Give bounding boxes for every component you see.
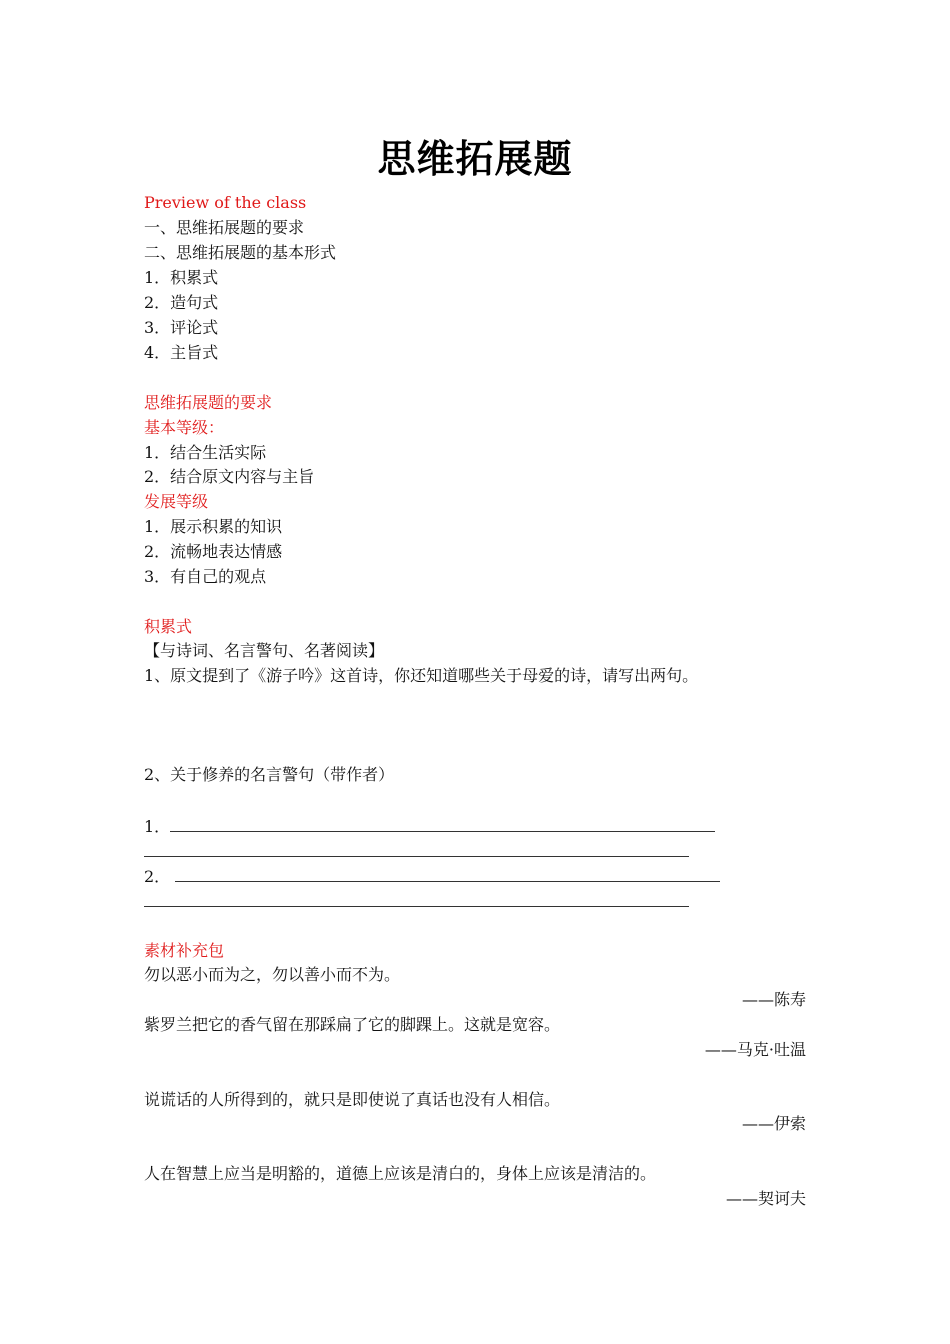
basic-level-heading: 基本等级：	[144, 418, 225, 437]
quote-text: 说谎话的人所得到的，就只是即使说了真话也没有人相信。	[144, 1090, 561, 1109]
preview-item: 3．评论式	[144, 318, 219, 337]
preview-item: 2．造句式	[144, 293, 219, 312]
answer-blank-1[interactable]	[144, 817, 715, 837]
answer-blank-2[interactable]	[144, 867, 720, 887]
blank-line	[144, 842, 689, 857]
question-1: 1、原文提到了《游子吟》这首诗，你还知道哪些关于母爱的诗，请写出两句。	[144, 666, 699, 685]
dev-item: 2．流畅地表达情感	[144, 542, 283, 561]
preview-item: 4．主旨式	[144, 343, 219, 362]
answer-blank-2-cont[interactable]	[144, 892, 689, 912]
accumulation-subheading: 【与诗词、名言警句、名著阅读】	[144, 641, 385, 660]
quote-text: 勿以恶小而为之，勿以善小而不为。	[144, 965, 401, 984]
question-2: 2、关于修养的名言警句（带作者）	[144, 765, 395, 784]
blank-line	[175, 867, 720, 882]
quote-text: 人在智慧上应当是明豁的，道德上应该是清白的，身体上应该是清洁的。	[144, 1164, 657, 1183]
accumulation-heading: 积累式	[144, 617, 193, 636]
quote-author: ——陈寿	[741, 990, 806, 1009]
preview-item: 一、思维拓展题的要求	[144, 218, 305, 237]
basic-item: 1．结合生活实际	[144, 443, 267, 462]
basic-item: 2．结合原文内容与主旨	[144, 467, 315, 486]
materials-heading: 素材补充包	[144, 941, 225, 960]
blank-label: 2．	[144, 867, 171, 886]
preview-item: 1．积累式	[144, 268, 219, 287]
quote-author: ——伊索	[741, 1114, 806, 1133]
dev-item: 1．展示积累的知识	[144, 517, 283, 536]
blank-label: 1．	[144, 817, 171, 836]
blank-line	[144, 892, 689, 907]
quote-text: 紫罗兰把它的香气留在那踩扁了它的脚踝上。这就是宽容。	[144, 1015, 561, 1034]
preview-heading: Preview of the class	[144, 193, 307, 212]
preview-item: 二、思维拓展题的基本形式	[144, 243, 337, 262]
quote-author: ——契诃夫	[725, 1189, 806, 1208]
blank-line	[170, 817, 715, 832]
answer-blank-1-cont[interactable]	[144, 842, 689, 862]
dev-level-heading: 发展等级	[144, 492, 209, 511]
requirements-heading: 思维拓展题的要求	[144, 393, 273, 412]
quote-author: ——马克·吐温	[704, 1040, 806, 1059]
dev-item: 3．有自己的观点	[144, 567, 267, 586]
page-title: 思维拓展题	[377, 137, 573, 181]
